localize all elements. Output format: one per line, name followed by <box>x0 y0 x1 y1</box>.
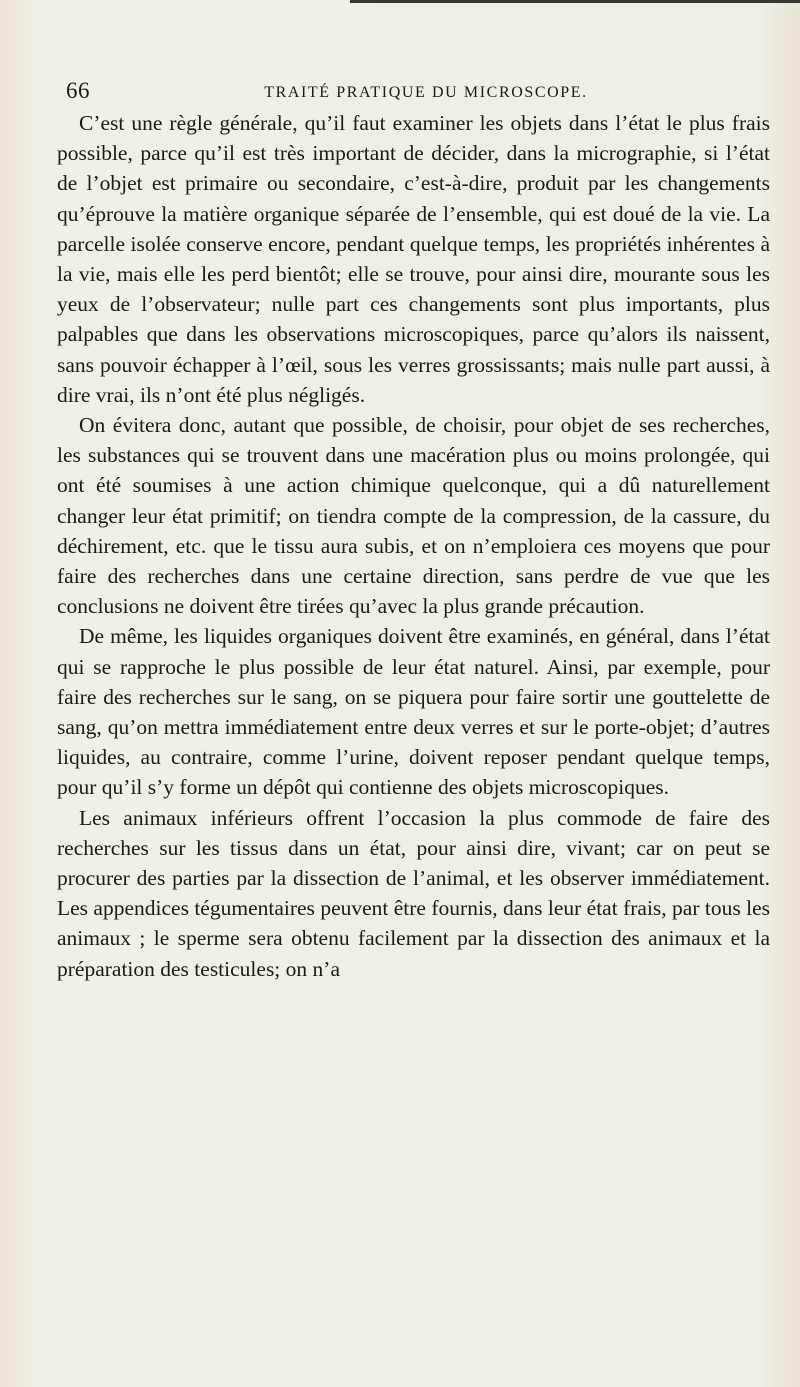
top-edge-rule <box>350 0 800 3</box>
paragraph: On évitera donc, autant que possible, de choisir, pour objet de ses recherches, les substances qui se trouvent dans une macération plus ou moins prolongée, qui ont été soumises à une action chimique quelconque, qui a dû naturellement changer leur état primitif; on tiendra compte de la compression, de la cassure, du déchirement, etc. que le tissu aura subis, et on n’emploiera ces moyens que pour faire des recherches dans une certaine direction, sans perdre de vue que les conclusions ne doivent être tirées qu’avec la plus grande précaution. <box>57 413 770 619</box>
paragraph: De même, les liquides organiques doivent être examinés, en général, dans l’état qui se rapproche le plus possible de leur état naturel. Ainsi, par exemple, pour faire des recherches sur le sang, on se piquera pour faire sortir une gouttelette de sang, qu’on mettra immédiatement entre deux verres et sur le porte-objet; d’autres liquides, au contraire, comme l’urine, doivent reposer pendant quelque temps, pour qu’il s’y forme un dépôt qui contienne des objets microscopiques. <box>57 624 770 800</box>
body-text <box>57 108 770 984</box>
running-title: TRAITÉ PRATIQUE DU MICROSCOPE. <box>264 84 588 101</box>
paragraph: C’est une règle générale, qu’il faut examiner les objets dans l’état le plus frais possible, parce qu’il est très important de décider, dans la micrographie, si l’état de l’objet est primaire ou secondaire, c’est-à-dire, produit par les changements qu’éprouve la matière organique séparée de l’ensemble, qui est doué de la vie. La parcelle isolée conserve encore, pendant quelque temps, les propriétés inhérentes à la vie, mais elle les perd bientôt; elle se trouve, pour ainsi dire, mourante sous les yeux de l’observateur; nulle part ces changements sont plus importants, plus palpables que dans les observations microscopiques, parce qu’alors ils naissent, sans pouvoir échapper à l’œil, sous les verres grossissants; mais nulle part aussi, à dire vrai, ils n’ont été plus négligés. <box>57 111 770 407</box>
paragraph: Les animaux inférieurs offrent l’occasion la plus commode de faire des recherches sur les tissus dans un état, pour ainsi dire, vivant; car on peut se procurer des parties par la dissection de l’animal, et les observer immédiatement. Les appendices tégumentaires peuvent être fournis, dans leur état frais, par tous les animaux ; le sperme sera obtenu facilement par la dissection des animaux et la préparation des testicules; on n’a <box>57 805 770 981</box>
page-header <box>66 78 766 108</box>
page-number: 66 <box>66 78 90 103</box>
